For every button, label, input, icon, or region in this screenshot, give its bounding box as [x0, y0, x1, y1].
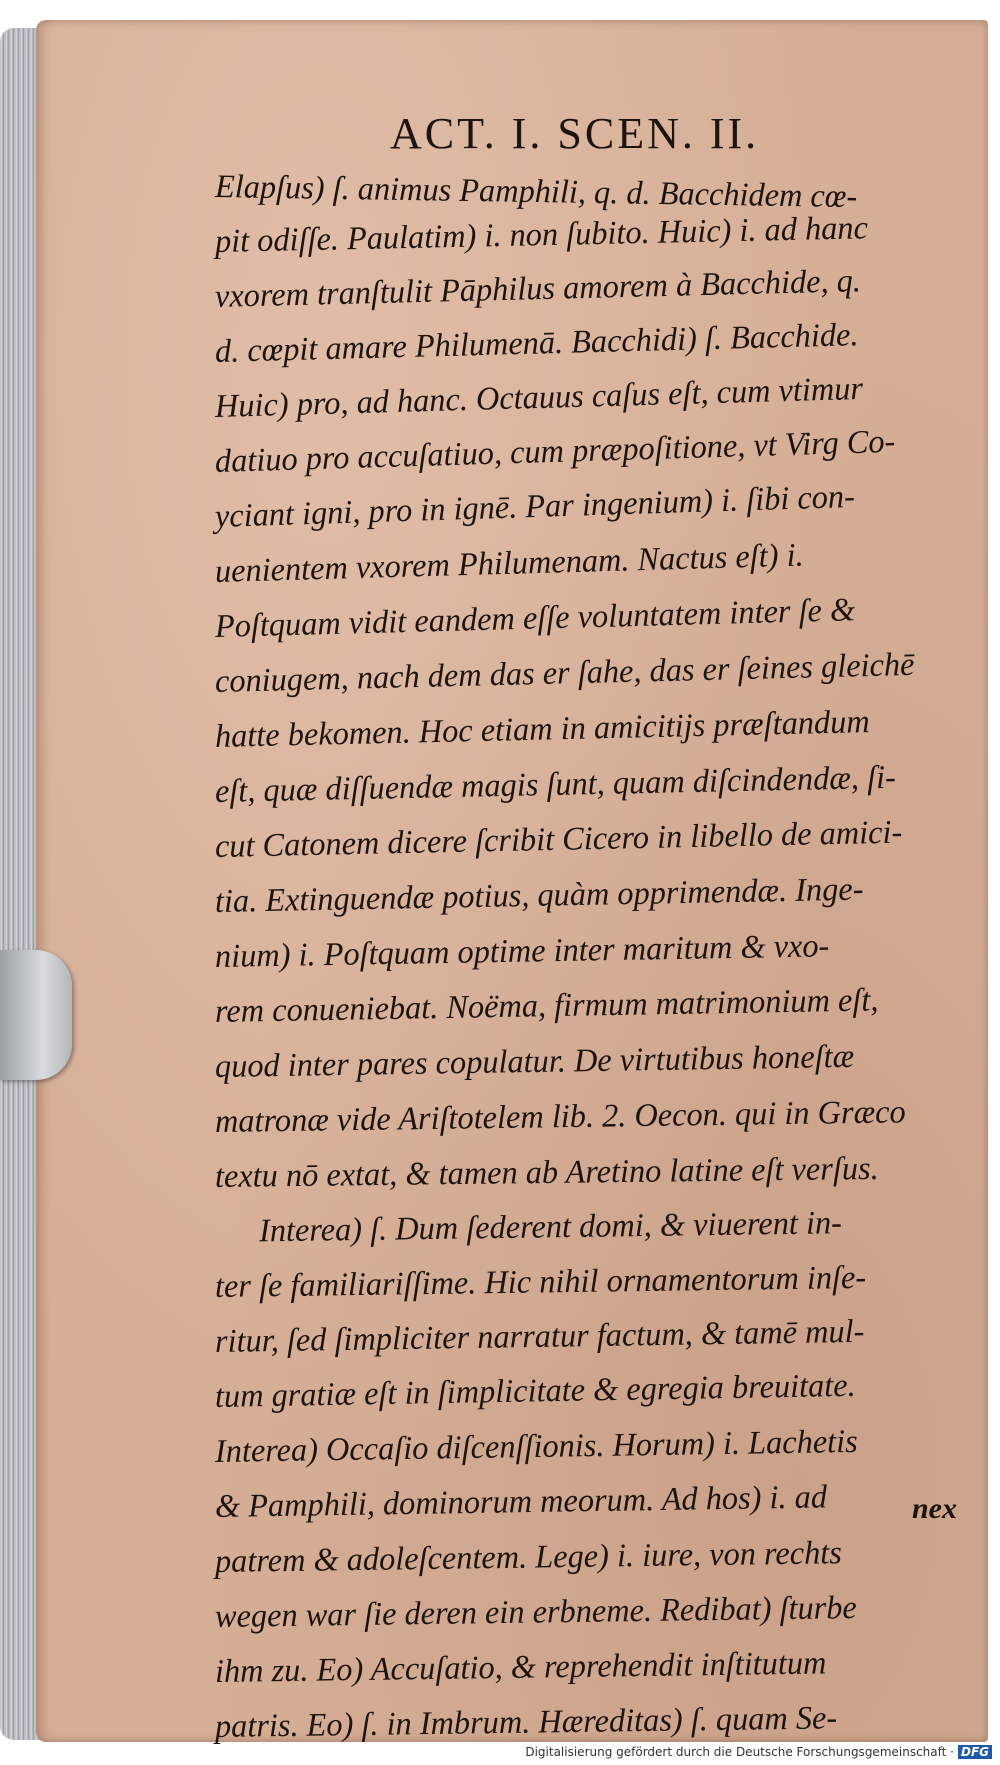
text-line: Huic) pro, ad hanc. Octauus caſus eſt, cum vtimur	[214, 370, 864, 425]
text-line: vxorem tranſtulit Pāphilus amorem à Bacchide, q.	[214, 263, 862, 315]
text-line: Poſtquam vidit eandem eſſe voluntatem inter ſe &	[214, 592, 856, 645]
text-line: wegen war ſie deren ein erbneme. Redibat) ſturbe	[214, 1590, 858, 1635]
text-line: hatte bekomen. Hoc etiam in amicitijs præſtandum	[214, 704, 871, 755]
text-line: patris. Eo) ſ. in Imbrum. Hæreditas) ſ. quam Se-	[214, 1700, 838, 1745]
text-line: tia. Extinguendæ potius, quàm opprimendæ. Inge-	[214, 871, 864, 920]
text-line: matronæ vide Ariſtotelem lib. 2. Oecon. qui in Græco	[214, 1094, 906, 1140]
digitization-credit	[525, 1745, 992, 1759]
text-line: quod inter pares copulatur. De virtutibus honeſtæ	[214, 1038, 855, 1085]
text-line: datiuo pro accuſatiuo, cum præpoſitione, vt Virg Co-	[214, 423, 896, 480]
text-line: ihm zu. Eo) Accuſatio, & reprehendit inſtitutum	[214, 1645, 827, 1690]
text-line: nium) i. Poſtquam optime inter maritum & vxo-	[214, 928, 830, 975]
text-line: eſt, quæ diſſuendæ magis ſunt, quam diſcindendæ, ſi-	[214, 759, 897, 810]
text-line: tum gratiæ eſt in ſimplicitate & egregia breuitate.	[214, 1367, 856, 1415]
catchword: nex	[912, 1492, 957, 1525]
commentary-text-block	[215, 160, 975, 1755]
text-line: Elapſus) ſ. animus Pamphili, q. d. Bacchidem cœ-	[214, 169, 858, 216]
text-line: & Pamphili, dominorum meorum. Ad hos) i. ad	[214, 1479, 828, 1525]
text-line: coniugem, nach dem das er ſahe, das er ſeines gleichē	[214, 646, 915, 700]
text-line: uenientem vxorem Philumenam. Nactus eſt) i.	[214, 537, 805, 590]
text-line: cut Catonem dicere ſcribit Cicero in libello de amici-	[214, 814, 903, 865]
credit-text: Digitalisierung gefördert durch die Deutsche Forschungsgemeinschaft ·	[525, 1745, 954, 1759]
text-line: Interea) ſ. Dum ſederent domi, & viuerent in-	[258, 1205, 843, 1250]
text-line: patrem & adoleſcentem. Lege) i. iure, von rechts	[214, 1535, 843, 1580]
text-line: textu nō extat, & tamen ab Aretino latine eſt verſus.	[214, 1150, 879, 1195]
text-line: Interea) Occaſio diſcenſſionis. Horum) i. Lachetis	[214, 1423, 858, 1470]
text-line: ter ſe familiariſſime. Hic nihil ornamentorum inſe-	[214, 1259, 867, 1305]
text-line: ritur, ſed ſimpliciter narratur factum, & tamē mul-	[214, 1313, 865, 1360]
page-clip	[0, 950, 72, 1080]
text-line: d. cœpit amare Philumenā. Bacchidi) ſ. Bacchide.	[214, 317, 859, 370]
text-line: pit odiſſe. Paulatim) i. non ſubito. Huic) i. ad hanc	[214, 210, 869, 260]
running-header: ACT. I. SCEN. II.	[390, 109, 760, 158]
dfg-logo: DFG	[958, 1745, 992, 1759]
text-line: yciant igni, pro in ignē. Par ingenium) i. ſibi con-	[214, 478, 856, 535]
text-line: rem conueniebat. Noëma, firmum matrimonium eſt,	[214, 982, 879, 1030]
